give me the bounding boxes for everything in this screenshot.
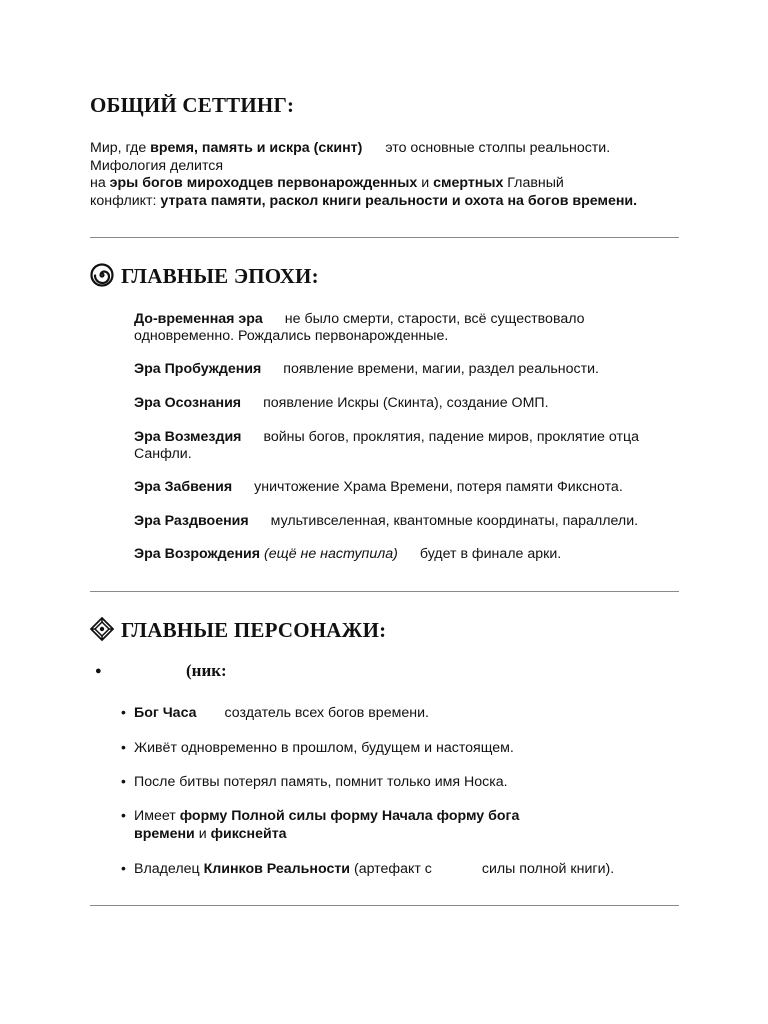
setting-line-4: конфликт: утрата памяти, раскол книги реальности и охота на богов времени. xyxy=(90,193,638,209)
setting-line-2: Мифология делится xyxy=(90,158,224,174)
bullet: • xyxy=(121,739,126,755)
character-item: После битвы потерял память, помнит только имя Носка. xyxy=(134,774,508,790)
setting-line-1: Мир, где время, память и искра (скинт) это основные столпы реальности. xyxy=(90,140,611,156)
bullet-small: ● xyxy=(95,665,102,677)
divider xyxy=(90,905,679,906)
eras-heading: ГЛАВНЫЕ ЭПОХИ: xyxy=(90,263,319,289)
bullet: • xyxy=(121,807,126,823)
divider xyxy=(90,237,679,238)
characters-heading: ГЛАВНЫЕ ПЕРСОНАЖИ: xyxy=(90,617,386,643)
bullet: • xyxy=(121,860,126,876)
character-item-continuation: времени и фикснейта xyxy=(134,826,287,842)
era-item: Эра Осознания появление Искры (Скинта), создание ОМП. xyxy=(134,395,549,411)
era-item-continuation: одновременно. Рождались первонарожденные. xyxy=(134,328,449,344)
spiral-icon xyxy=(90,263,114,287)
era-item: Эра Возмездия войны богов, проклятия, падение миров, проклятие отца xyxy=(134,429,639,445)
era-item-continuation: Санфли. xyxy=(134,446,192,462)
setting-heading: ОБЩИЙ СЕТТИНГ: xyxy=(90,93,295,117)
setting-line-3: на эры богов мироходцев первонарожденных и смертных Главный xyxy=(90,175,564,191)
era-item: Эра Пробуждения появление времени, магии, раздел реальности. xyxy=(134,361,599,377)
era-item: Эра Забвения уничтожение Храма Времени, потеря памяти Фикснота. xyxy=(134,479,623,495)
bullet: • xyxy=(121,773,126,789)
era-item: До-временная эра не было смерти, старости, всё существовало xyxy=(134,311,585,327)
era-item: Эра Раздвоения мультивселенная, квантомные координаты, параллели. xyxy=(134,513,639,529)
character-item: Владелец Клинков Реальности (артефакт с силы полной книги). xyxy=(134,861,615,877)
bullet: • xyxy=(121,704,126,720)
character-item: Имеет форму Полной силы форму Начала форму бога xyxy=(134,808,520,824)
diamond-ornament-icon xyxy=(90,617,114,641)
character-item: Бог Часа создатель всех богов времени. xyxy=(134,705,429,721)
character-nick-line: (ник: xyxy=(186,661,227,680)
divider xyxy=(90,591,679,592)
era-item: Эра Возрождения (ещё не наступила) будет в финале арки. xyxy=(134,546,562,562)
character-item: Живёт одновременно в прошлом, будущем и настоящем. xyxy=(134,740,514,756)
